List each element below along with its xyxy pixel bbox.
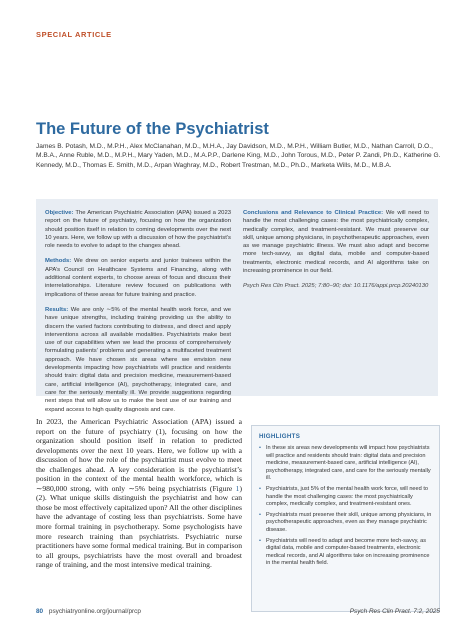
section-label: SPECIAL ARTICLE	[36, 30, 112, 39]
objective-text: The American Psychiatric Association (APA) issued a 2023 report on the future of psychiatry, focusing on how the organization should position itself in relation to coming developments over the next 10 years. Here, we follow up with a discussion of how the psychiatrist’s role needs to evolve to adapt to the changes ahead.	[45, 210, 231, 250]
highlight-text: Psychiatrists will need to adapt and become more tech-savvy, as digital data, mobile and computer-based treatments, electronic medical records, and AI algorithms take on increasing prominence in the mental health field.	[266, 537, 430, 567]
highlight-item	[259, 445, 432, 483]
bullet-icon: •	[259, 511, 261, 518]
abstract-results	[45, 306, 231, 414]
highlights-box	[251, 425, 440, 612]
bullet-icon: •	[259, 485, 261, 492]
figure-reference-link[interactable]: 1	[235, 483, 240, 493]
objective-heading: Objective:	[45, 210, 74, 216]
abstract-column-left	[45, 209, 231, 413]
citation: Psych Res Clin Pract. 2025; 7:80–90; doi: 10.1176/appi.prcp.20240130	[243, 283, 429, 290]
body-rest: ) (2). What unique skills distinguish the psychiatrist and how can those be most effectively capitalized upon? All the other disciplines have the advantage of costing less than psychiatrists. Some have more formal training in psychotherapy. Some psychologists have more research training than psychiatrists. Psychiatric nurse practitioners have some formal medical training. But in comparison to all groups, psychiatrists have the most overall and broadest range of training, and the most intensive medical training.	[36, 483, 242, 570]
article-title: The Future of the Psychiatrist	[36, 120, 269, 138]
abstract-conclusions	[243, 209, 429, 275]
bullet-icon: •	[259, 537, 261, 544]
results-heading: Results:	[45, 306, 69, 313]
highlight-text: In these six areas new developments will impact how psychiatrists will practice and residents should train: digital data and precision medicine, measurement-based care, artificial intelligence (AI), psychotherapy, integrated care, and care for the seriously mentally ill.	[266, 445, 431, 482]
abstract-box	[36, 199, 438, 413]
journal-reference: Psych Res Clin Pract. 7:2, 2025	[349, 608, 440, 615]
author-list: James B. Potash, M.D., M.P.H., Alex McClanahan, M.D., M.H.A., Jay Davidson, M.D., M.P.H., William Butler, M.D., Nathan Carroll, D.O., M.B.A., Anne Ruble, M.D., M.P.H., Mary Yaden, M.D., M.A.P.P., Darlene King, M.D., John Torous, M.D., Peter P. Zandi, Ph.D., Katherine G. Kennedy, M.D., Thomas E. Smith, M.D., Arpan Waghray, M.D., Robert Trestman, M.D., Ph.D., Marketa Wills, M.D., M.B.A.	[36, 143, 441, 169]
methods-heading: Methods:	[45, 258, 72, 265]
body-intro: In 2023, the American Psychiatric Association (APA) issued a report on the future of psychiatry (1), focusing on how the organization should position itself in relation to predicted developments over the next 10 years. Here, we follow up with a discussion of how the role of the psychiatrist must evolve to meet the challenges ahead. A key consideration is the psychiatrist’s position in the context of the mental health workforce, which is ∼980,000 strong, with only ∼5% being psychiatrists (Figure	[36, 417, 242, 493]
abstract-column-right	[243, 209, 429, 388]
highlight-item	[259, 512, 432, 535]
journal-url[interactable]: psychiatryonline.org/journal/prcp	[48, 608, 141, 615]
footer-left	[36, 608, 141, 615]
results-text: We are only ∼5% of the mental health work force, and we have unique strengths, including training providing us the ability to discern the varied factors contributing to distress, and direct and apply interventions across all available modalities. Psychiatrists make best use of our capabilities when we lead the process of comprehensively formulating patients’ problems and generating a multifaceted treatment approach. We have chosen six areas where we envision new developments impacting how psychiatrists will practice and residents should train: digital data and precision medicine, measurement-based care, artificial intelligence (AI), psychotherapy, integrated care, and care for the seriously mentally ill. We provide suggestions regarding next steps that will allow us to make the best use of our training and expand access to high quality diagnosis and care.	[45, 306, 231, 413]
methods-text: We drew on senior experts and junior trainees within the APA’s Council on Healthcare Systems and Financing, along with additional content experts, to choose areas of focus and discuss their interrelationships. Literature review focused on publications with implications of these areas for future training and practice.	[45, 258, 231, 298]
highlight-item	[259, 538, 432, 568]
highlights-title: HIGHLIGHTS	[259, 433, 301, 440]
conclusions-text: We will need to handle the most challenging cases: the most psychiatrically complex, medically complex, and treatment-resistant. We must preserve our skill, unique among physicians, in psychotherapeutic approaches, even as we manage psychiatric illness. We must also adapt and become more tech-savvy, as digital data, mobile and computer-based treatments, electronic medical records, and AI algorithms take on increasing prominence in our field.	[243, 210, 430, 275]
page-number: 80	[36, 608, 44, 615]
highlight-text: Psychiatrists, just 5% of the mental health work force, will need to handle the most challenging cases: the most psychiatrically complex, medically complex, and treatment-resistant ones.	[266, 485, 428, 508]
abstract-objective	[45, 209, 231, 250]
highlight-item	[259, 486, 432, 509]
bullet-icon: •	[259, 445, 261, 451]
abstract-methods	[45, 257, 231, 298]
conclusions-heading: Conclusions and Relevance to Clinical Practice:	[243, 210, 384, 216]
highlights-list	[259, 445, 432, 568]
highlight-text: Psychiatrists must preserve their skill, unique among physicians, in psychotherapeutic approaches, even as they manage psychiatric disease.	[266, 511, 432, 533]
body-paragraph	[36, 417, 242, 570]
